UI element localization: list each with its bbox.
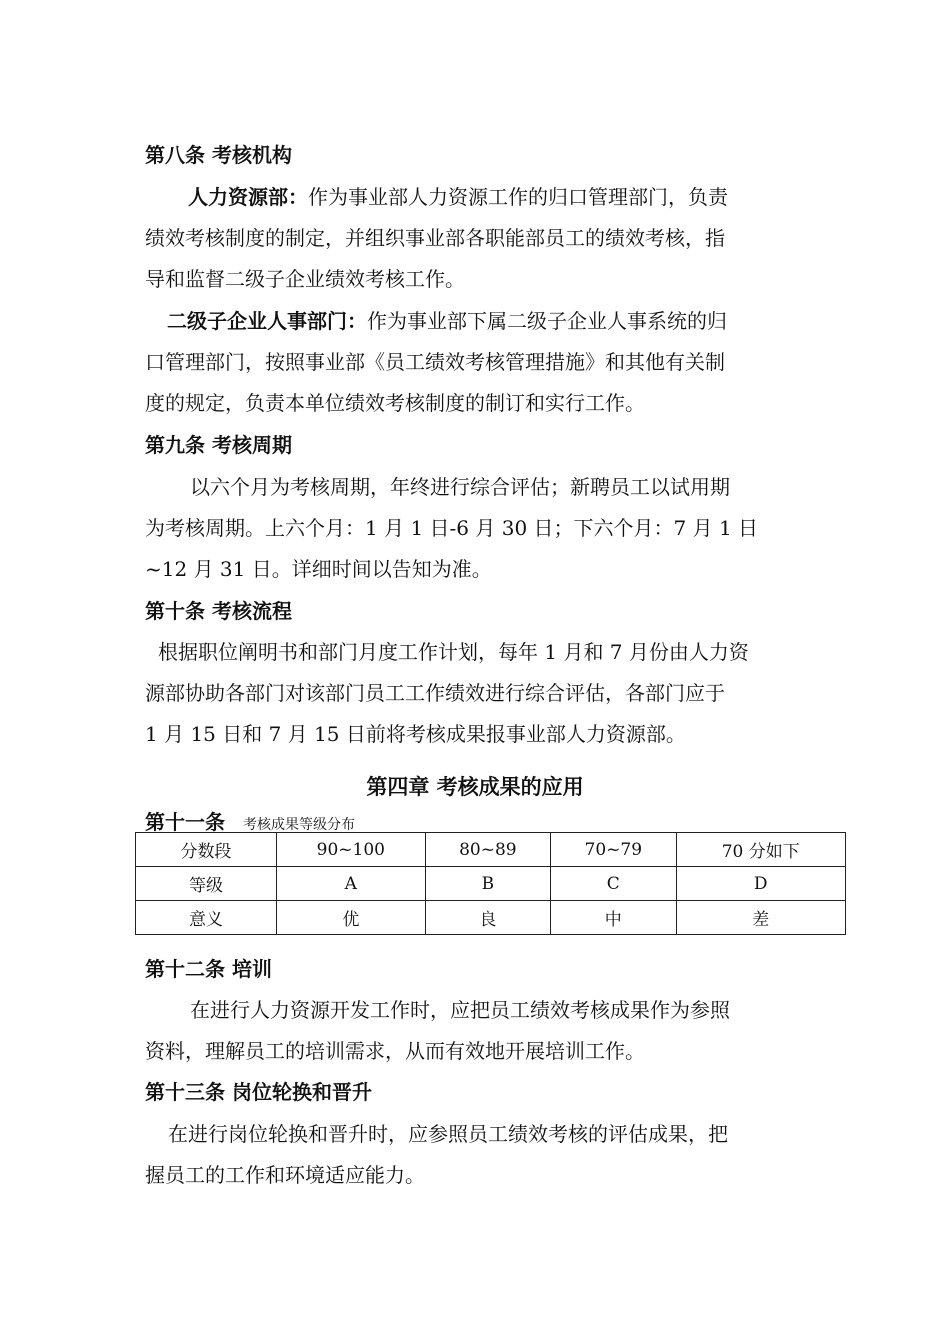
article-13-heading: 第十三条 岗位轮换和晋升 (145, 1080, 372, 1104)
grade-distribution-table (135, 832, 846, 935)
table-cell: C (551, 867, 676, 901)
art8-sub-hr-label: 二级子企业人事部门： (167, 309, 367, 333)
table-caption: 考核成果等级分布 (243, 817, 355, 833)
article-11-title: 第十一条 (145, 810, 225, 834)
table-cell: 70~79 (551, 833, 676, 867)
table-cell: 分数段 (136, 833, 277, 867)
art8-para2-line3: 度的规定，负责本单位绩效考核制度的制订和实行工作。 (145, 391, 645, 415)
art8-para1-line2: 绩效考核制度的制定，并组织事业部各职能部员工的绩效考核，指 (145, 226, 725, 250)
art10-line2: 源部协助各部门对该部门员工工作绩效进行综合评估，各部门应于 (145, 681, 725, 705)
art10-line3: 1 月 15 日和 7 月 15 日前将考核成果报事业部人力资源部。 (145, 722, 686, 746)
art12-line2: 资料，理解员工的培训需求，从而有效地开展培训工作。 (145, 1039, 645, 1063)
table-cell: D (676, 867, 846, 901)
table-cell: 差 (676, 901, 846, 935)
table-cell: 优 (277, 901, 426, 935)
article-10-heading: 第十条 考核流程 (145, 599, 292, 623)
article-12-heading: 第十二条 培训 (145, 957, 272, 981)
table-cell: 等级 (136, 867, 277, 901)
art9-line2: 为考核周期。上六个月：1 月 1 日-6 月 30 日；下六个月：7 月 1 日 (145, 516, 759, 540)
art13-line2: 握员工的工作和环境适应能力。 (145, 1163, 425, 1187)
table-row (136, 867, 846, 901)
table-row (136, 833, 846, 867)
art8-para1-line3: 导和监督二级子企业绩效考核工作。 (145, 267, 465, 291)
table-cell: 80~89 (425, 833, 550, 867)
table-row (136, 901, 846, 935)
art9-line1: 以六个月为考核周期，年终进行综合评估；新聘员工以试用期 (190, 475, 730, 499)
table-cell: 中 (551, 901, 676, 935)
art12-line1: 在进行人力资源开发工作时，应把员工绩效考核成果作为参照 (190, 998, 730, 1022)
art8-hr-label: 人力资源部： (188, 185, 308, 209)
art13-line1: 在进行岗位轮换和晋升时，应参照员工绩效考核的评估成果，把 (168, 1122, 728, 1146)
table-cell: 意义 (136, 901, 277, 935)
art8-para2-line1 (167, 307, 727, 335)
art8-para1-line1 (188, 183, 728, 211)
art10-line1: 根据职位阐明书和部门月度工作计划，每年 1 月和 7 月份由人力资 (158, 640, 749, 664)
art8-para1-text: 作为事业部人力资源工作的归口管理部门，负责 (308, 185, 728, 209)
table-cell: B (425, 867, 550, 901)
table-cell: 70 分如下 (676, 833, 846, 867)
chapter-4-title: 第四章 考核成果的应用 (366, 775, 584, 799)
art8-para2-text: 作为事业部下属二级子企业人事系统的归 (367, 309, 727, 333)
table-cell: 90~100 (277, 833, 426, 867)
art8-para2-line2: 口管理部门，按照事业部《员工绩效考核管理措施》和其他有关制 (145, 350, 725, 374)
article-9-heading: 第九条 考核周期 (145, 433, 292, 457)
table-cell: A (277, 867, 426, 901)
art9-line3: ~12 月 31 日。详细时间以告知为准。 (145, 557, 492, 581)
table-cell: 良 (425, 901, 550, 935)
article-8-heading: 第八条 考核机构 (145, 143, 292, 167)
